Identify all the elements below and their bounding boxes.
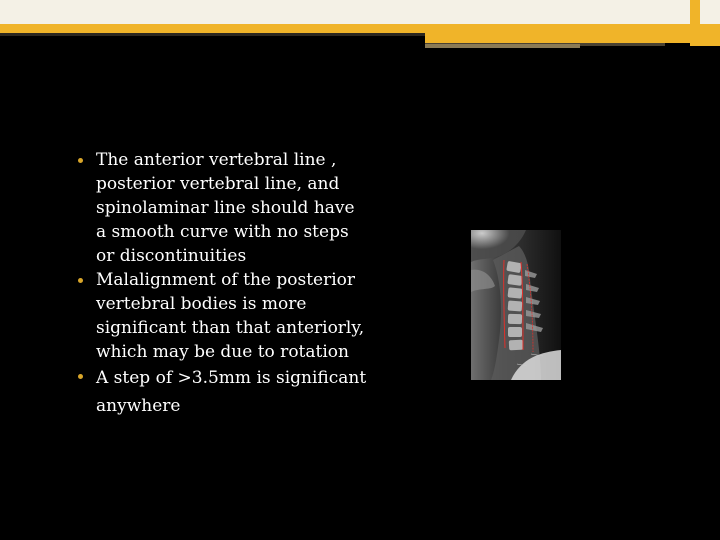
bullet-item xyxy=(78,148,368,268)
bullet-list xyxy=(78,148,368,420)
bullet-text: Malalignment of the posterior vertebral bodies is more significant than that anteriorly, which may be due to rotation xyxy=(96,270,365,362)
bullet-text: The anterior vertebral line , posterior vertebral line, and spinolaminar line should have a smooth curve with no steps or discontinuities xyxy=(96,150,355,266)
bullet-dot-icon xyxy=(78,374,83,379)
bullet-text: A step of >3.5mm is significant anywhere xyxy=(96,368,367,416)
bullet-dot-icon xyxy=(78,278,83,283)
cervical-spine-xray-image xyxy=(471,230,561,380)
accent-bar-secondary xyxy=(425,33,720,43)
accent-bar-tan xyxy=(425,44,580,48)
corner-accent-light xyxy=(700,0,720,24)
bullet-item xyxy=(78,268,368,364)
cervical-spine-xray-icon xyxy=(471,230,561,380)
bullet-item xyxy=(78,364,368,420)
accent-bar xyxy=(0,24,700,33)
top-band xyxy=(0,0,720,26)
bullet-dot-icon xyxy=(78,158,83,163)
divider-line xyxy=(0,33,425,36)
